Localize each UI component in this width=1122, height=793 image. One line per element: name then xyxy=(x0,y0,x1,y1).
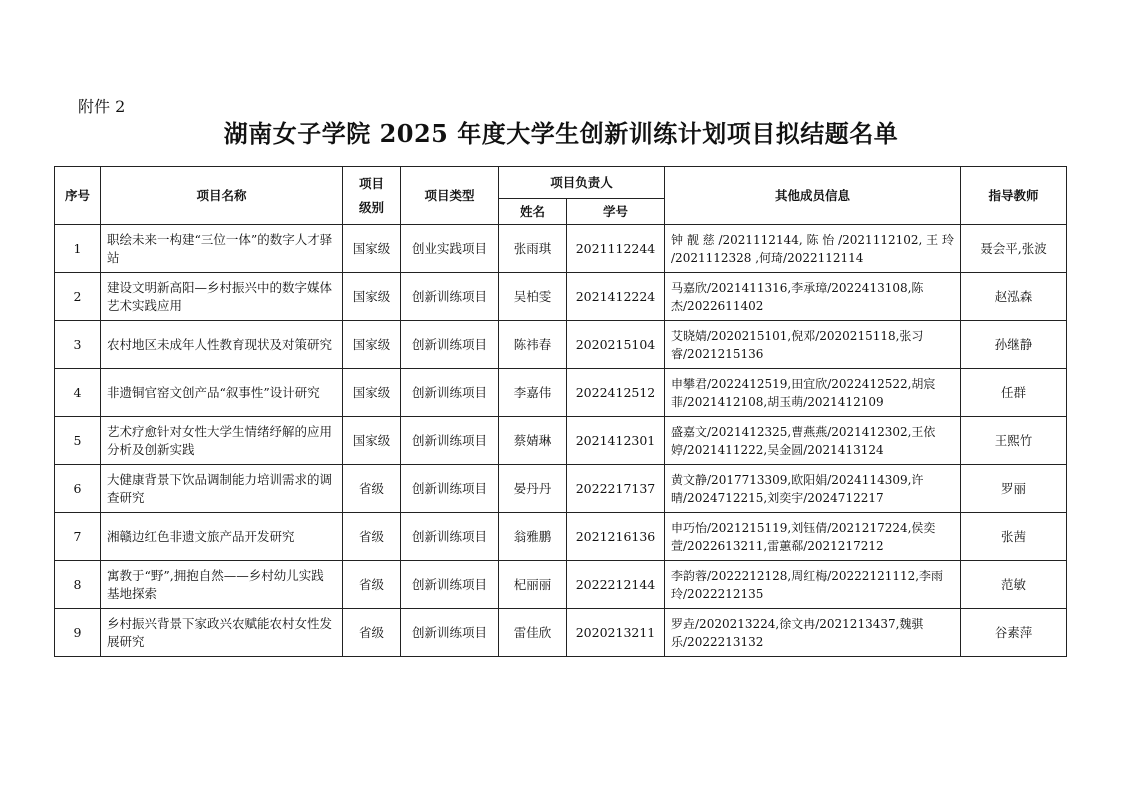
row-advisor: 任群 xyxy=(961,369,1067,417)
table-row xyxy=(55,561,1067,609)
row-seq: 6 xyxy=(55,465,101,513)
table-body xyxy=(55,225,1067,657)
header-project-level: 项目 级别 xyxy=(343,167,401,225)
row-advisor: 范敏 xyxy=(961,561,1067,609)
document-title: 湖南女子学院 2025 年度大学生创新训练计划项目拟结题名单 xyxy=(223,119,899,148)
row-project-level: 省级 xyxy=(343,513,401,561)
row-members: 申巧怡/2021215119,刘钰倩/2021217224,侯奕萱/2022613211,雷蕙郗/2021217212 xyxy=(665,513,961,561)
row-project-type: 创新训练项目 xyxy=(401,417,499,465)
row-seq: 5 xyxy=(55,417,101,465)
row-leader-id: 2021412224 xyxy=(567,273,665,321)
row-leader-id: 2022217137 xyxy=(567,465,665,513)
row-members: 李韵蓉/2022212128,周红梅/20222121112,李雨玲/2022212135 xyxy=(665,561,961,609)
header-advisor: 指导教师 xyxy=(961,167,1067,225)
row-leader-id: 2022212144 xyxy=(567,561,665,609)
row-members: 罗垚/2020213224,徐文冉/2021213437,魏骐乐/2022213132 xyxy=(665,609,961,657)
row-project-name: 乡村振兴背景下家政兴农赋能农村女性发展研究 xyxy=(101,609,343,657)
row-seq: 9 xyxy=(55,609,101,657)
row-project-name: 湘赣边红色非遗文旅产品开发研究 xyxy=(101,513,343,561)
row-leader-name: 晏丹丹 xyxy=(499,465,567,513)
row-leader-id: 2022412512 xyxy=(567,369,665,417)
row-seq: 1 xyxy=(55,225,101,273)
table-row xyxy=(55,417,1067,465)
row-project-level: 国家级 xyxy=(343,225,401,273)
row-project-type: 创新训练项目 xyxy=(401,609,499,657)
row-leader-name: 翁雅鹏 xyxy=(499,513,567,561)
row-members: 艾晓婧/2020215101,倪邓/2020215118,张习睿/2021215136 xyxy=(665,321,961,369)
row-project-type: 创新训练项目 xyxy=(401,561,499,609)
header-leader-group: 项目负责人 xyxy=(499,167,665,199)
header-leader-name: 姓名 xyxy=(499,199,567,225)
attachment-label: 附件 2 xyxy=(78,97,126,116)
row-project-type: 创新训练项目 xyxy=(401,273,499,321)
row-project-name: 大健康背景下饮品调制能力培训需求的调查研究 xyxy=(101,465,343,513)
row-project-name: 非遗铜官窑文创产品“叙事性”设计研究 xyxy=(101,369,343,417)
header-seq: 序号 xyxy=(55,167,101,225)
row-leader-name: 吴柏雯 xyxy=(499,273,567,321)
row-leader-name: 李嘉伟 xyxy=(499,369,567,417)
row-leader-name: 雷佳欣 xyxy=(499,609,567,657)
row-seq: 3 xyxy=(55,321,101,369)
row-members: 盛嘉文/2021412325,曹燕燕/2021412302,王依婷/2021411222,吴金圆/2021413124 xyxy=(665,417,961,465)
table-row xyxy=(55,273,1067,321)
table-row xyxy=(55,609,1067,657)
row-seq: 8 xyxy=(55,561,101,609)
table-row xyxy=(55,465,1067,513)
row-project-type: 创新训练项目 xyxy=(401,369,499,417)
header-members: 其他成员信息 xyxy=(665,167,961,225)
row-advisor: 王熙竹 xyxy=(961,417,1067,465)
table-row xyxy=(55,321,1067,369)
header-project-type: 项目类型 xyxy=(401,167,499,225)
row-advisor: 孙继静 xyxy=(961,321,1067,369)
row-project-level: 国家级 xyxy=(343,321,401,369)
row-project-type: 创新训练项目 xyxy=(401,321,499,369)
row-advisor: 张茜 xyxy=(961,513,1067,561)
row-advisor: 罗丽 xyxy=(961,465,1067,513)
row-project-type: 创业实践项目 xyxy=(401,225,499,273)
row-advisor: 聂会平,张波 xyxy=(961,225,1067,273)
row-leader-id: 2020215104 xyxy=(567,321,665,369)
row-seq: 4 xyxy=(55,369,101,417)
project-table xyxy=(54,166,1067,657)
table-row xyxy=(55,513,1067,561)
row-seq: 2 xyxy=(55,273,101,321)
header-project-name: 项目名称 xyxy=(101,167,343,225)
row-project-type: 创新训练项目 xyxy=(401,513,499,561)
row-project-name: 寓教于“野”,拥抱自然——乡村幼儿实践基地探索 xyxy=(101,561,343,609)
row-members: 钟 靓 慈 /2021112144, 陈 怡 /2021112102, 王 玲 /2021112328 ,何琦/2022112114 xyxy=(665,225,961,273)
row-project-level: 省级 xyxy=(343,465,401,513)
row-advisor: 赵泓森 xyxy=(961,273,1067,321)
table-row xyxy=(55,369,1067,417)
row-project-name: 艺术疗愈针对女性大学生情绪纾解的应用分析及创新实践 xyxy=(101,417,343,465)
row-project-name: 农村地区未成年人性教育现状及对策研究 xyxy=(101,321,343,369)
row-leader-name: 陈祎春 xyxy=(499,321,567,369)
row-leader-id: 2020213211 xyxy=(567,609,665,657)
row-project-level: 国家级 xyxy=(343,369,401,417)
table-row xyxy=(55,225,1067,273)
row-project-level: 省级 xyxy=(343,609,401,657)
row-leader-id: 2021112244 xyxy=(567,225,665,273)
row-leader-id: 2021216136 xyxy=(567,513,665,561)
row-advisor: 谷素萍 xyxy=(961,609,1067,657)
header-leader-id: 学号 xyxy=(567,199,665,225)
row-members: 黄文静/2017713309,欧阳娟/2024114309,许晴/2024712215,刘奕宇/2024712217 xyxy=(665,465,961,513)
row-members: 马嘉欣/2021411316,李承璋/2022413108,陈杰/2022611402 xyxy=(665,273,961,321)
row-project-level: 省级 xyxy=(343,561,401,609)
row-seq: 7 xyxy=(55,513,101,561)
row-project-name: 职绘未来一构建“三位一体”的数字人才驿站 xyxy=(101,225,343,273)
row-leader-name: 杞丽丽 xyxy=(499,561,567,609)
row-project-name: 建设文明新高阳—乡村振兴中的数字媒体艺术实践应用 xyxy=(101,273,343,321)
row-leader-name: 张雨琪 xyxy=(499,225,567,273)
row-project-level: 国家级 xyxy=(343,273,401,321)
row-project-type: 创新训练项目 xyxy=(401,465,499,513)
row-leader-id: 2021412301 xyxy=(567,417,665,465)
row-project-level: 国家级 xyxy=(343,417,401,465)
row-members: 申攀君/2022412519,田宜欣/2022412522,胡宸菲/2021412108,胡玉萌/2021412109 xyxy=(665,369,961,417)
row-leader-name: 蔡婧琳 xyxy=(499,417,567,465)
